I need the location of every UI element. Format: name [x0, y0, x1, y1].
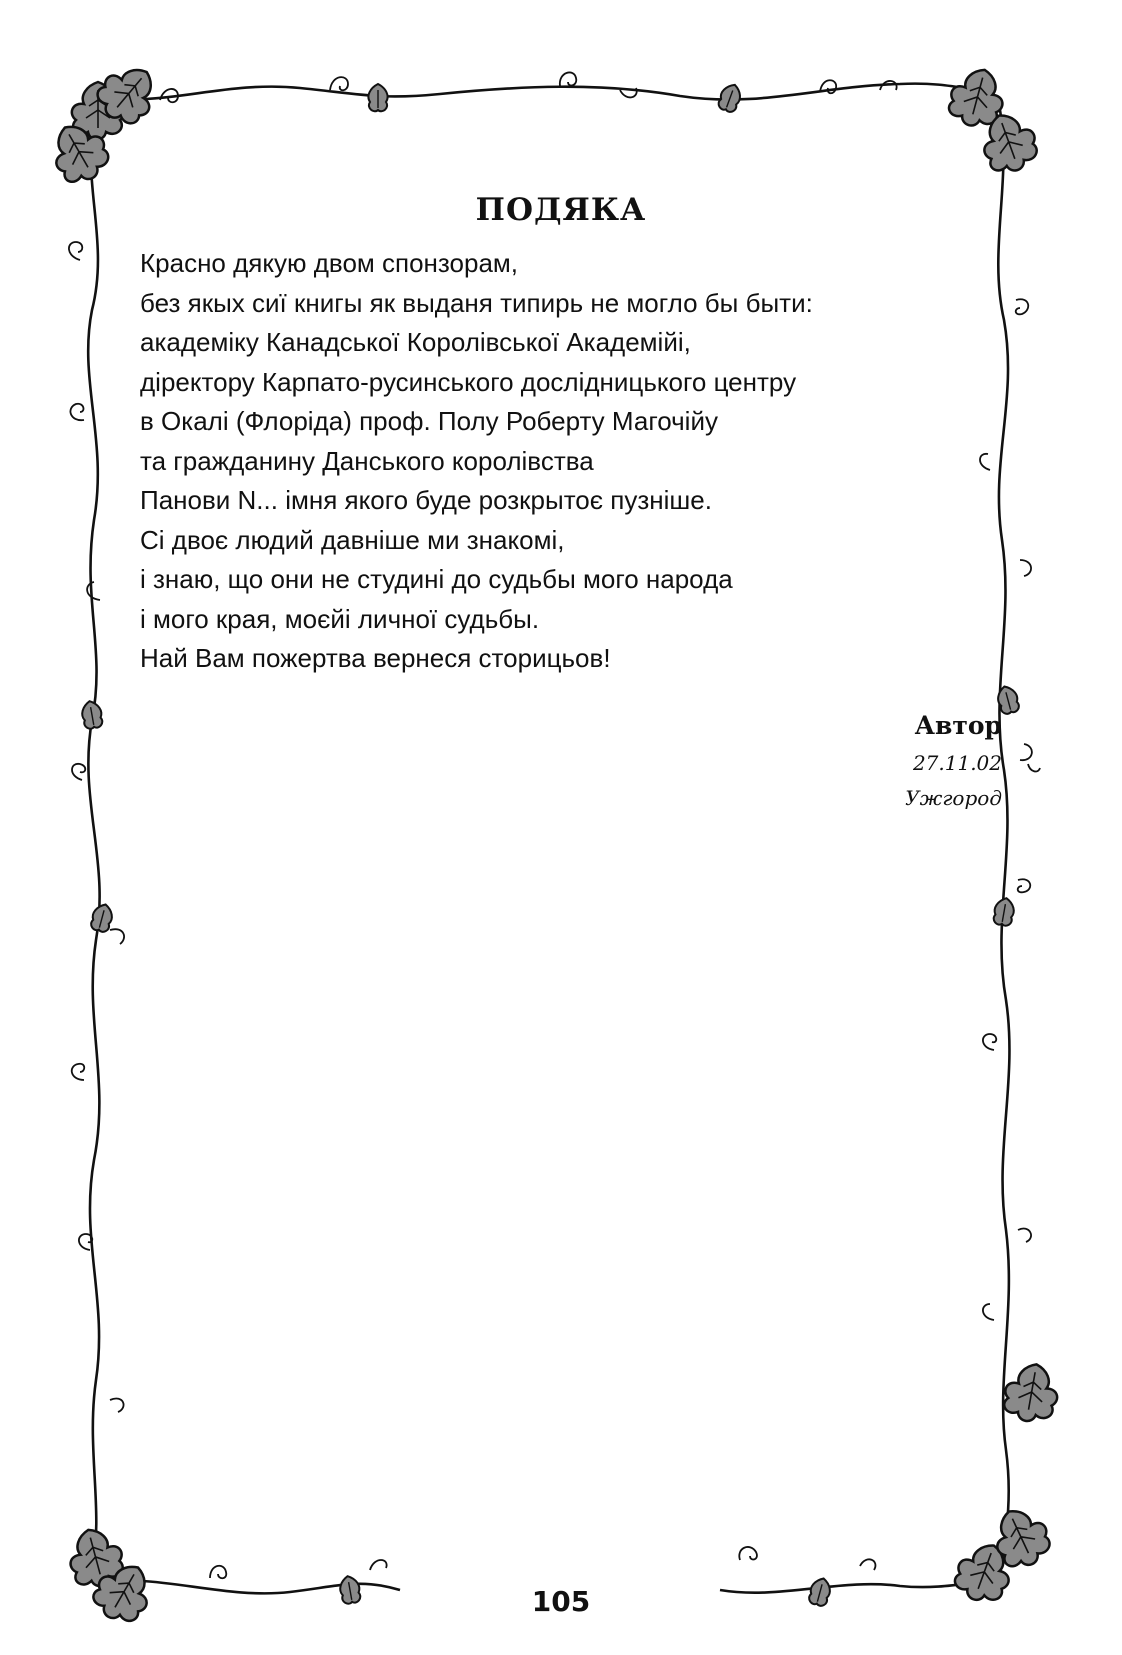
- text-line: Панови N... імня якого буде розкрытоє пузніше.: [140, 485, 712, 515]
- text-line: академіку Канадської Королівської Академійі,: [140, 327, 691, 357]
- text-line: в Окалі (Флоріда) проф. Полу Роберту Магочійу: [140, 406, 718, 436]
- text-line: Сі двоє людий давніше ми знакомі,: [140, 524, 565, 555]
- signature-place: Ужгород: [905, 786, 1002, 810]
- text-line: без якых сиї книгы як выданя типирь не могло бы быти:: [140, 287, 813, 318]
- page-number: 105: [531, 1585, 591, 1618]
- right-vine: [998, 110, 1009, 1575]
- text-line: і мого края, моєйі личної судьбы.: [140, 603, 540, 634]
- text-line: і знаю, що они не студині до судьбы мого народа: [140, 564, 733, 594]
- text-line: діректору Карпато-русинського дослідницького центру: [140, 366, 797, 397]
- acknowledgement-text: [140, 244, 980, 679]
- text-line: та гражданину Данського королівства: [140, 445, 594, 476]
- author-label: Автор: [914, 711, 1002, 740]
- signature-date: 27.11.02: [912, 751, 1002, 775]
- left-vine: [88, 110, 99, 1570]
- text-line: Най Вам пожертва вернеся сторицьов!: [140, 643, 611, 673]
- signature-block: [905, 708, 1002, 814]
- top-vine: [95, 84, 990, 100]
- text-line: Красно дякую двом спонзорам,: [140, 248, 519, 278]
- page-title: ПОДЯКА: [475, 192, 647, 228]
